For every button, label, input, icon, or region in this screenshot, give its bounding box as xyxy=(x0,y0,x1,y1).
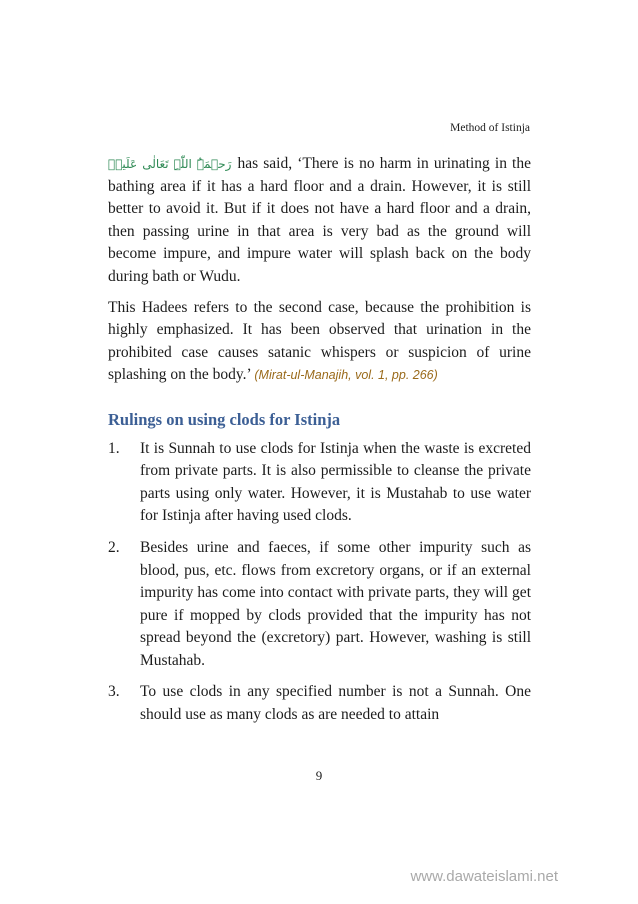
list-item-text: Besides urine and faeces, if some other impurity such as blood, pus, etc. flows from excretory organs, or if an external impurity has come into contact with private parts, they will get pure if mopped by clods provided that the impurity has not spread beyond the (excretory) part. However, washing is still Mustahab. xyxy=(140,538,531,669)
paragraph xyxy=(108,297,531,387)
list-item xyxy=(108,681,531,726)
citation: (Mirat-ul-Manajih, vol. 1, pp. 266) xyxy=(254,368,438,383)
paragraph-text: This Hadees refers to the second case, because the prohibition is highly emphasized. It has been observed that urination in the prohibited case causes satanic whispers or suspicion of urine splashing on the body.’ xyxy=(108,298,531,384)
list-item xyxy=(108,537,531,673)
running-header: Method of Istinja xyxy=(450,122,530,134)
watermark-url: www.dawateislami.net xyxy=(410,868,558,885)
list-item-number: 2. xyxy=(108,538,120,556)
arabic-honorific: رَحۡمَۃُ اللّٰہِ تَعَالٰی عَلَیۡہ xyxy=(108,157,232,171)
list-item xyxy=(108,438,531,528)
page-body xyxy=(108,153,531,736)
list-item-text: To use clods in any specified number is not a Sunnah. One should use as many clods as are needed to attain xyxy=(140,683,531,724)
list-item-number: 3. xyxy=(108,683,120,701)
list-item-number: 1. xyxy=(108,439,120,457)
section-heading: Rulings on using clods for Istinja xyxy=(108,409,341,429)
paragraph-text: has said, ‘There is no harm in urinating in the bathing area if it has a hard floor and a drain. However, it is still better to avoid it. But if it does not have a hard floor and a drain, then passing urine in that area is very bad as the ground will become impure, and impure water will splash back on the body during bath or Wudu. xyxy=(108,155,531,285)
list-item-text: It is Sunnah to use clods for Istinja when the waste is excreted from private parts. It is also permissible to cleanse the private parts using only water. However, it is Mustahab to use water for Istinja after having used clods. xyxy=(140,439,531,525)
rulings-list xyxy=(108,438,531,727)
paragraph xyxy=(108,153,531,289)
page-number: 9 xyxy=(315,768,323,783)
